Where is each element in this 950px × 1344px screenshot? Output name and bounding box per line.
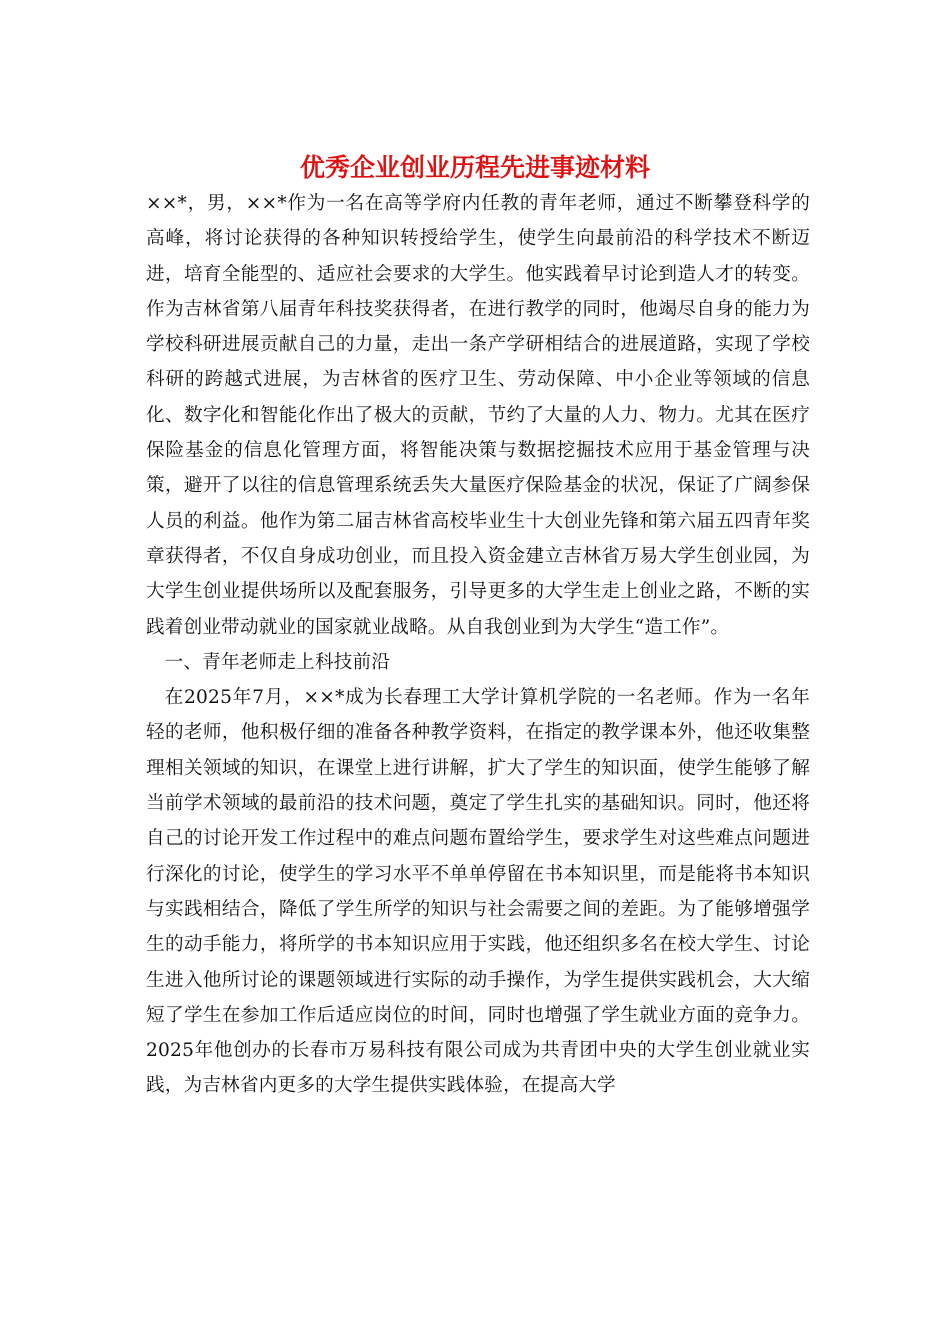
paragraph-section-1: 在2025年7月，××*成为长春理工大学计算机学院的一名老师。作为一名年轻的老师，他积极仔细的准备各种教学资料，在指定的教学课本外，他还收集整理相关领域的知识，在课堂上进行讲解，扩大了学生的知识面，使学生能够了解当前学术领域的最前沿的技术问题，奠定了学生扎实的基础知识。同时，他还将自己的讨论开发工作过程中的难点问题布置给学生，要求学生对这些难点问题进行深化的讨论，使学生的学习水平不单单停留在书本知识里，而是能将书本知识与实践相结合，降低了学生所学的知识与社会需要之间的差距。为了能够增强学生的动手能力，将所学的书本知识应用于实践，他还组织多名在校大学生、讨论生进入他所讨论的课题领域进行实际的动手操作，为学生提供实践机会，大大缩短了学生在参加工作后适应岗位的时间，同时也增强了学生就业方面的竞争力。2025年他创办的长春市万易科技有限公司成为共青团中央的大学生创业就业实践，为吉林省内更多的大学生提供实践体验，在提高大学: [146, 687, 810, 1097]
section-heading-1: 一、青年老师走上科技前沿: [164, 651, 391, 673]
paragraph-intro: ××*，男，××*作为一名在高等学府内任教的青年老师，通过不断攀登科学的高峰，将讨论获得的各种知识转授给学生，使学生向最前沿的科学技术不断迈进，培育全能型的、适应社会要求的大学生。他实践着早讨论到造人才的转变。作为吉林省第八届青年科技奖获得者，在进行教学的同时，他竭尽自身的能力为学校科研进展贡献自己的力量，走出一条产学研相结合的进展道路，实现了学校科研的跨越式进展，为吉林省的医疗卫生、劳动保障、中小企业等领域的信息化、数字化和智能化作出了极大的贡献，节约了大量的人力、物力。尤其在医疗保险基金的信息化管理方面，将智能决策与数据挖掘技术应用于基金管理与决策，避开了以往的信息管理系统丢失大量医疗保险基金的状况，保证了广阔参保人员的利益。他作为第二届吉林省高校毕业生十大创业先锋和第六届五四青年奖章获得者，不仅自身成功创业，而且投入资金建立吉林省万易大学生创业园，为大学生创业提供场所以及配套服务，引导更多的大学生走上创业之路，不断的实践着创业带动就业的国家就业战略。从自我创业到为大学生“造工作”。: [146, 193, 810, 638]
document-body: [146, 186, 810, 1104]
document-title: 优秀企业创业历程先进事迹材料: [299, 153, 650, 182]
